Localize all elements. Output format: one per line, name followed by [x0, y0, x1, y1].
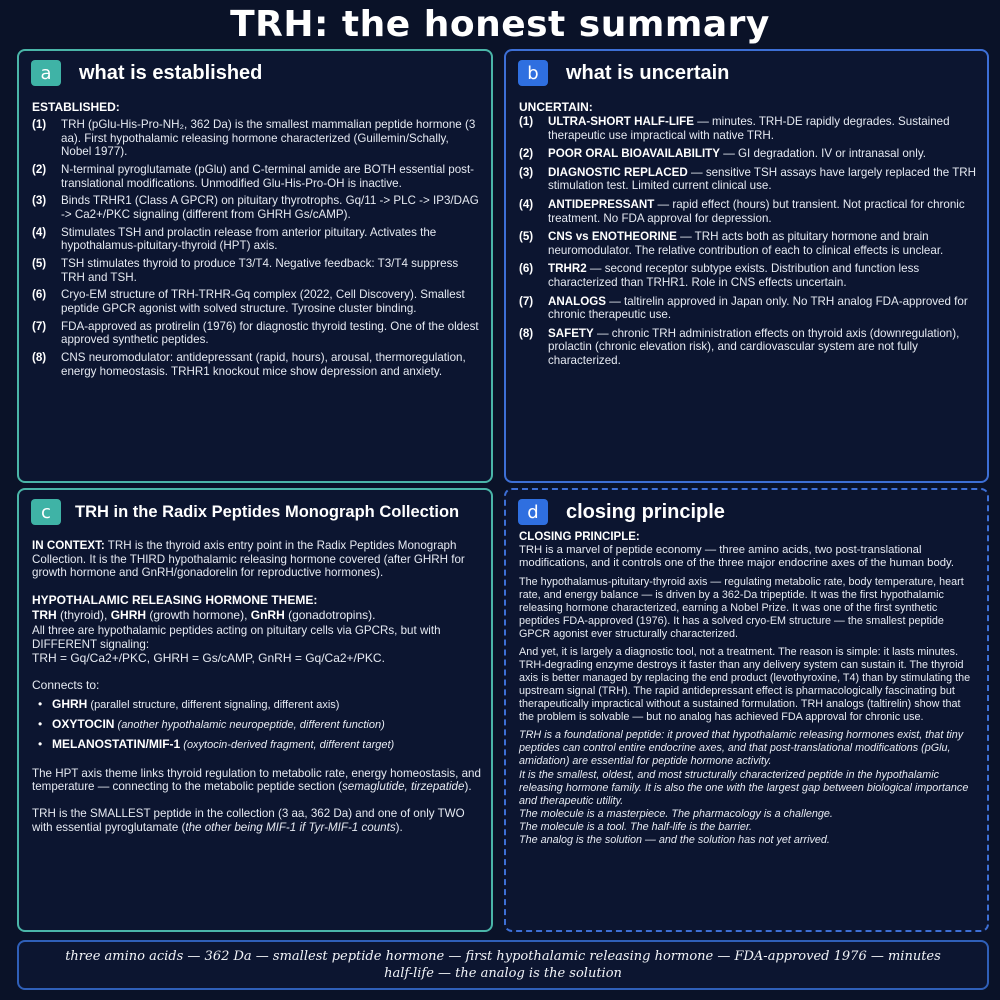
item-text [548, 198, 977, 225]
connects-desc: (parallel structure, different signaling, different axis) [87, 698, 340, 711]
b-item [519, 230, 977, 257]
item-number: (2) [519, 147, 534, 161]
panel-header [31, 499, 459, 525]
connects-desc: (another hypothalamic neuropeptide, different function) [114, 718, 385, 731]
connects-list [32, 695, 481, 755]
item-number: (8) [32, 351, 47, 365]
hpt-paragraph [32, 767, 481, 794]
item-text: N-terminal pyroglutamate (pGlu) and C-terminal amide are BOTH essential post-translational modifications. Unmodified Glu-His-Pro-OH is inactive. [61, 162, 475, 190]
item-number: (1) [32, 118, 47, 131]
theme-text: All three are hypothalamic peptides acting on pituitary cells via GPCRs, but with DIFFERENT signaling: [32, 624, 441, 651]
item-label: TRHR2 [548, 262, 587, 276]
item-description: — GI degradation. IV or intranasal only. [719, 147, 926, 161]
panel-body [519, 100, 977, 373]
b-item [519, 295, 977, 322]
panel-closing [504, 488, 989, 932]
smallest-text: TRH is the SMALLEST peptide in the collection (3 aa, 362 Da) and one of only TWO with essential pyroglutamate ( [32, 806, 465, 834]
hpt-end: ). [464, 780, 472, 794]
panel-header [518, 60, 729, 86]
b-item [519, 115, 977, 142]
item-number: (5) [32, 257, 47, 271]
item-text: Binds TRHR1 (Class A GPCR) on pituitary thyrotrophs. Gq/11 -> PLC -> IP3/DAG -> Ca2+/PKC signaling (different from GHRH Gs/cAMP). [61, 194, 479, 221]
item-number: (4) [32, 225, 47, 239]
closing-line-5: The molecule is a masterpiece. The pharmacology is a challenge. [519, 807, 833, 820]
closing-paragraph-3: TRH is a foundational peptide: it proved that hypothalamic releasing hormones exist, that tiny peptides can control entire endocrine axes, and that post-translational modifications (pGlu, amidation) are essential for peptide hormone activity. [519, 728, 964, 767]
b-item [519, 198, 977, 225]
panel-header [518, 499, 725, 525]
item-description: — second receptor subtype exists. Distribution and function less characterized than TRHR1. Role in CNS effects uncertain. [548, 262, 920, 289]
item-number: (5) [519, 230, 534, 244]
item-number: (6) [519, 262, 534, 276]
panel-uncertain [504, 49, 989, 483]
item-number: (1) [519, 115, 534, 128]
a-item [32, 257, 481, 284]
closing-paragraph-1: The hypothalamus-pituitary-thyroid axis — regulating metabolic rate, body temperature, heart rate, and energy balance — is driven by a 362-Da tripeptide. It was the first hypothalamic releasing hormone characterized, earning a Nobel Prize. It was one of the first synthetic peptides FDA-approved (1976). It has a solved cryo-EM structure — the smallest peptide GPCR agonist ever structurally characterized. [519, 575, 964, 640]
ghrh-desc: (growth hormone), [146, 607, 251, 622]
item-text: CNS neuromodulator: antidepressant (rapid, hours), arousal, thermoregulation, energy homeostasis. TRHR1 knockout mice show depression and anxiety. [61, 351, 466, 378]
panel-header [31, 60, 262, 86]
hpt-italic: semaglutide, tirzepatide [342, 780, 465, 794]
a-item [32, 163, 481, 190]
panel-badge: a [31, 60, 61, 86]
item-label: CNS vs ENOTHEORINE [548, 230, 677, 244]
panel-body [32, 539, 481, 834]
a-item [32, 118, 481, 159]
item-label: ANTIDEPRESSANT [548, 197, 655, 211]
b-item [519, 147, 977, 161]
uncertain-list [519, 115, 977, 368]
item-text: FDA-approved as protirelin (1976) for diagnostic thyroid testing. One of the oldest approved synthetic peptides. [61, 319, 479, 347]
item-label: DIAGNOSTIC REPLACED [548, 165, 688, 179]
item-text: Cryo-EM structure of TRH-TRHR-Gq complex (2022, Cell Discovery). Smallest peptide GPCR agonist with solved structure. Tyrosine cluster binding. [61, 288, 465, 316]
page-title: TRH: the honest summary [230, 4, 770, 45]
item-label: ULTRA-SHORT HALF-LIFE [548, 115, 694, 128]
item-description: — taltirelin approved in Japan only. No TRH analog FDA-approved for chronic therapeutic use. [548, 294, 968, 322]
footer-banner: three amino acids — 362 Da — smallest peptide hormone — first hypothalamic releasing hormone — FDA-approved 1976 — minutes half-life — the analog is the solution [17, 940, 989, 990]
item-text: Stimulates TSH and prolactin release from anterior pituitary. Activates the hypothalamus-pituitary-thyroid (HPT) axis. [61, 225, 437, 253]
closing-line-6: The molecule is a tool. The half-life is the barrier. [519, 820, 753, 833]
item-description: — sensitive TSH assays have largely replaced the TRH stimulation test. Limited current clinical use. [548, 165, 977, 193]
smallest-italic: the other being MIF-1 if Tyr-MIF-1 counts [185, 820, 396, 834]
a-item [32, 226, 481, 253]
hpt-text: The HPT axis theme links thyroid regulation to metabolic rate, energy homeostasis, and temperature — connecting to the metabolic peptide section ( [32, 766, 481, 794]
connects-name: MELANOSTATIN/MIF-1 [52, 736, 181, 751]
panel-title: TRH in the Radix Peptides Monograph Collection [75, 502, 460, 521]
item-label: SAFETY [548, 326, 594, 340]
panel-badge: d [518, 499, 548, 525]
ghrh-label: GHRH [110, 607, 147, 622]
panel-title: what is uncertain [566, 61, 730, 84]
closing-line-7: The analog is the solution — and the solution has not yet arrived. [519, 833, 830, 846]
closing-intro: TRH is a marvel of peptide economy — three amino acids, two post-translational modifications, and it controls one of the three major endocrine axes of the human body. [519, 544, 954, 570]
connects-item [32, 715, 481, 735]
a-item [32, 288, 481, 315]
connects-heading: Connects to: [32, 678, 100, 693]
connects-item [32, 695, 481, 715]
item-text [548, 262, 977, 289]
b-item [519, 166, 977, 193]
theme-formula: TRH = Gq/Ca2+/PKC, GHRH = Gs/cAMP, GnRH = Gq/Ca2+/PKC. [32, 650, 385, 665]
b-item [519, 327, 977, 368]
item-description: — rapid effect (hours) but transient. Not practical for chronic treatment. No FDA approval for depression. [548, 197, 965, 225]
context-text: TRH is the thyroid axis entry point in the Radix Peptides Monograph Collection. It is the THIRD hypothalamic releasing hormone covered (after GHRH for growth hormone and GnRH/gonadorelin for reproductive hormones). [32, 539, 465, 580]
smallest-paragraph [32, 807, 481, 834]
section-heading: CLOSING PRINCIPLE: [519, 531, 640, 543]
trh-label: TRH [32, 607, 57, 622]
item-number: (2) [32, 162, 47, 176]
connects-item [32, 735, 481, 755]
item-text [548, 295, 977, 322]
item-number: (7) [519, 294, 534, 308]
a-item [32, 194, 481, 221]
item-text: TSH stimulates thyroid to produce T3/T4. Negative feedback: T3/T4 suppress TRH and TSH. [61, 257, 459, 284]
section-heading: ESTABLISHED: [32, 100, 120, 114]
item-number: (8) [519, 326, 534, 340]
panel-badge: b [518, 60, 548, 86]
panel-badge: c [31, 499, 61, 525]
item-text [548, 166, 977, 193]
theme-heading: HYPOTHALAMIC RELEASING HORMONE THEME: [32, 592, 318, 607]
item-number: (7) [32, 319, 47, 333]
trh-desc: (thyroid), [56, 607, 111, 622]
item-description: — chronic TRH administration effects on thyroid axis (downregulation), prolactin (chronic elevation risk), and cardiovascular system are not fully characterized. [548, 326, 960, 367]
item-text [548, 230, 977, 257]
panel-established [17, 49, 493, 483]
item-text [548, 147, 977, 161]
panel-title: closing principle [566, 500, 725, 523]
closing-paragraph-2: And yet, it is largely a diagnostic tool, not a treatment. The reason is simple: it lasts minutes. TRH-degrading enzyme destroys it faster than any delivery system can sustain it. The thyroid axis is better managed by replacing the end product (levothyroxine, T4) than by stimulating the upstream signal (TRH). The rapid antidepressant effect is pharmacologically fascinating but therapeutically impractical without a sustained formulation. TRH analogs (taltirelin) show that the problem is solvable — but no analog has achieved FDA approval for chronic use. [519, 645, 971, 723]
established-list [32, 118, 481, 378]
connects-desc: (oxytocin-derived fragment, different target) [180, 738, 395, 751]
panel-collection [17, 488, 493, 932]
panel-body [519, 531, 977, 847]
item-number: (3) [519, 165, 534, 179]
item-number: (4) [519, 197, 534, 211]
item-text [548, 115, 977, 142]
item-description: — TRH acts both as pituitary hormone and brain neuromodulator. The relative contribution of each to clinical effects is unclear. [548, 230, 944, 257]
gnrh-desc: (gonadotropins). [284, 607, 376, 622]
panel-title: what is established [79, 61, 263, 84]
section-heading: UNCERTAIN: [519, 100, 593, 114]
connects-name: GHRH [52, 696, 88, 711]
item-number: (6) [32, 288, 47, 302]
b-item [519, 262, 977, 289]
panel-body [32, 100, 481, 383]
context-label: IN CONTEXT: [32, 539, 105, 552]
context-paragraph [32, 539, 481, 580]
gnrh-label: GnRH [250, 607, 285, 622]
item-label: POOR ORAL BIOAVAILABILITY [548, 147, 720, 161]
closing-paragraph-4: It is the smallest, oldest, and most structurally characterized peptide in the hypothalamic releasing hormone family. It is also the one with the largest gap between biological importance and therapeutic utility. [519, 768, 969, 807]
item-description: — minutes. TRH-DE rapidly degrades. Sustained therapeutic use impractical with native TRH. [548, 115, 950, 142]
smallest-end: ). [395, 820, 403, 834]
item-text [548, 327, 977, 368]
item-text: TRH (pGlu-His-Pro-NH₂, 362 Da) is the smallest mammalian peptide hormone (3 aa). First hypothalamic releasing hormone characterized (Guillemin/Schally, Nobel 1977). [61, 118, 476, 159]
connects-name: OXYTOCIN [52, 716, 115, 731]
a-item [32, 320, 481, 347]
item-number: (3) [32, 194, 47, 208]
theme-hormones [32, 609, 481, 623]
item-label: ANALOGS [548, 294, 606, 308]
a-item [32, 351, 481, 378]
